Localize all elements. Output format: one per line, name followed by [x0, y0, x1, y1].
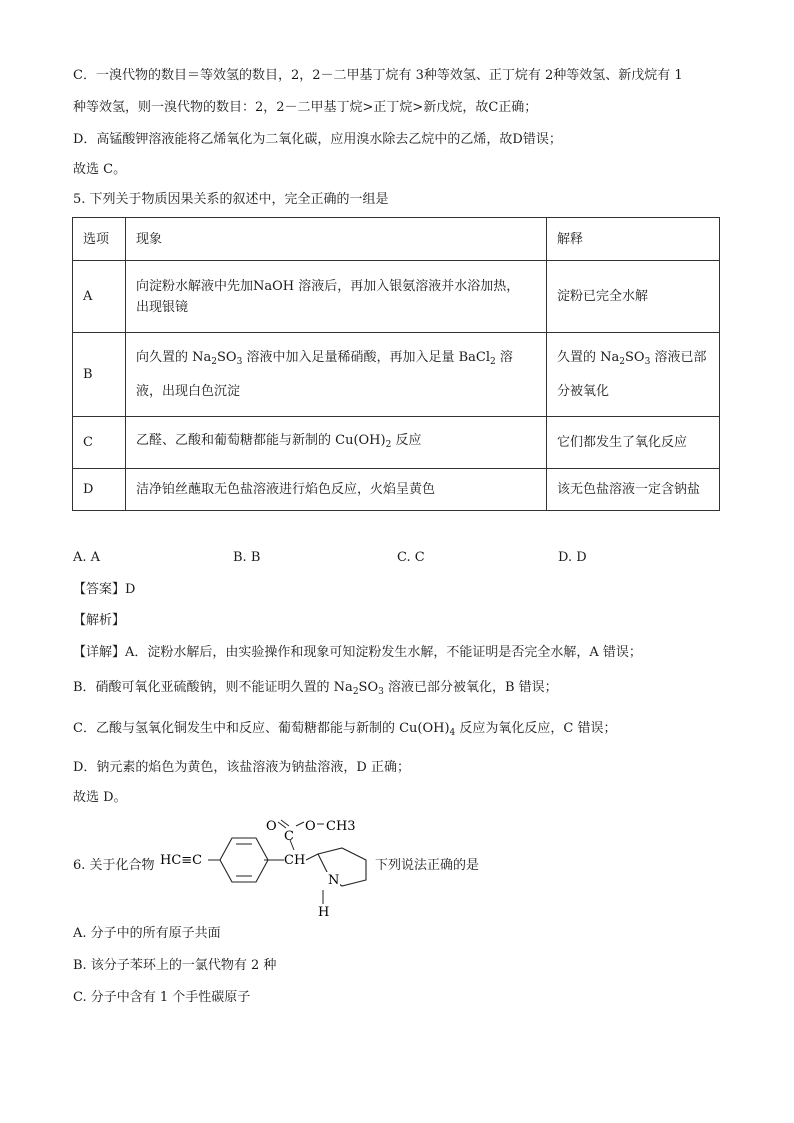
piperidine-ring	[318, 848, 366, 886]
text-line: 种等效氢，则一溴代物的数目：2，2－二甲基丁烷>正丁烷>新戊烷，故C正确；	[73, 100, 538, 115]
table-cell: 淀粉已完全水解	[547, 261, 720, 333]
analysis-label: 【解析】	[73, 613, 126, 628]
table-cell	[126, 261, 547, 333]
table-cell: 它们都发生了氧化反应	[547, 417, 720, 469]
cell-line: 向久置的 $Na_2SO_3$ 溶液中加入足量稀硝酸，再加入足量 BaCl$_2$ 溶	[136, 349, 513, 367]
table-cell: C	[73, 417, 126, 469]
cell-line: 久置的 $Na_2SO_3$ 溶液已部	[557, 349, 707, 367]
detail-line: C．乙酸与氢氧化铜发生中和反应、葡萄糖都能与新制的 $Cu(OH)_4$ 反应为氧化反应，C 错误；	[73, 721, 617, 738]
table-header: 现象	[126, 218, 547, 261]
table-header: 选项	[73, 218, 126, 261]
text-line: 故选 C。	[73, 162, 127, 177]
detail-line: 【详解】A．淀粉水解后，由实验操作和现象可知淀粉发生水解，不能证明是否完全水解，A 错误；	[73, 645, 642, 660]
detail-line: D．钠元素的焰色为黄色，该盐溶液为钠盐溶液，D 正确；	[73, 760, 410, 775]
cell-line: 液，出现白色沉淀	[136, 383, 241, 399]
table-header-row	[73, 218, 720, 261]
table-row	[73, 261, 720, 333]
label-c: C	[284, 829, 294, 844]
table-cell: D	[73, 469, 126, 511]
text-line: D．高锰酸钾溶液能将乙烯氧化为二氧化碳，应用溴水除去乙烷中的乙烯，故D错误；	[73, 132, 562, 147]
choice-option: A. A	[73, 550, 101, 565]
label-o: O	[266, 819, 277, 834]
table-cell: A	[73, 261, 126, 333]
choice-option: B. 该分子苯环上的一氯代物有 2 种	[73, 958, 277, 973]
table-cell: 乙醛、乙酸和葡萄糖都能与新制的 $Cu(OH)_2$ 反应	[126, 417, 547, 469]
label-alkyne: HC≡C	[160, 853, 203, 868]
answer-label: 【答案】D	[73, 582, 136, 597]
label-o: O	[305, 819, 316, 834]
label-n: N	[328, 873, 340, 888]
table-row	[73, 469, 720, 511]
benzene-ring	[220, 838, 268, 882]
cell-line: 向淀粉水解液中先加NaOH 溶液后，再加入银氨溶液并水浴加热，	[136, 278, 520, 294]
table-row	[73, 333, 720, 417]
detail-line: 故选 D。	[73, 790, 127, 805]
choice-option: C. C	[397, 550, 425, 565]
question-stem: 下列说法正确的是	[375, 858, 480, 873]
table-cell: 洁净铂丝蘸取无色盐溶液进行焰色反应，火焰呈黄色	[126, 469, 547, 511]
question-stem: 5. 下列关于物质因果关系的叙述中，完全正确的一组是	[73, 192, 389, 207]
table-row	[73, 417, 720, 469]
choice-option: D. D	[558, 550, 587, 565]
table-cell: 该无色盐溶液一定含钠盐	[547, 469, 720, 511]
answer-table	[72, 217, 720, 511]
table-cell	[126, 333, 547, 417]
table-header: 解释	[547, 218, 720, 261]
table-cell: B	[73, 333, 126, 417]
choice-option: C. 分子中含有 1 个手性碳原子	[73, 990, 251, 1005]
text-line: C．一溴代物的数目＝等效氢的数目，2，2－二甲基丁烷有 3种等效氢、正丁烷有 2种等效氢、新戊烷有 1	[73, 68, 683, 83]
choice-option: A. 分子中的所有原子共面	[73, 926, 221, 941]
label-ch3: CH3	[326, 819, 356, 834]
cell-line: 分被氧化	[557, 383, 610, 399]
label-ch: CH	[284, 853, 306, 868]
table-cell	[547, 333, 720, 417]
choice-option: B. B	[233, 550, 261, 565]
cell-line: 出现银镜	[136, 299, 189, 315]
detail-line: B．硝酸可氧化亚硫酸钠，则不能证明久置的 $Na_2SO_3$ 溶液已部分被氧化，B 错误；	[73, 680, 558, 697]
label-h: H	[318, 905, 330, 918]
question-stem: 6. 关于化合物	[73, 858, 155, 873]
molecule-structure	[158, 818, 382, 918]
